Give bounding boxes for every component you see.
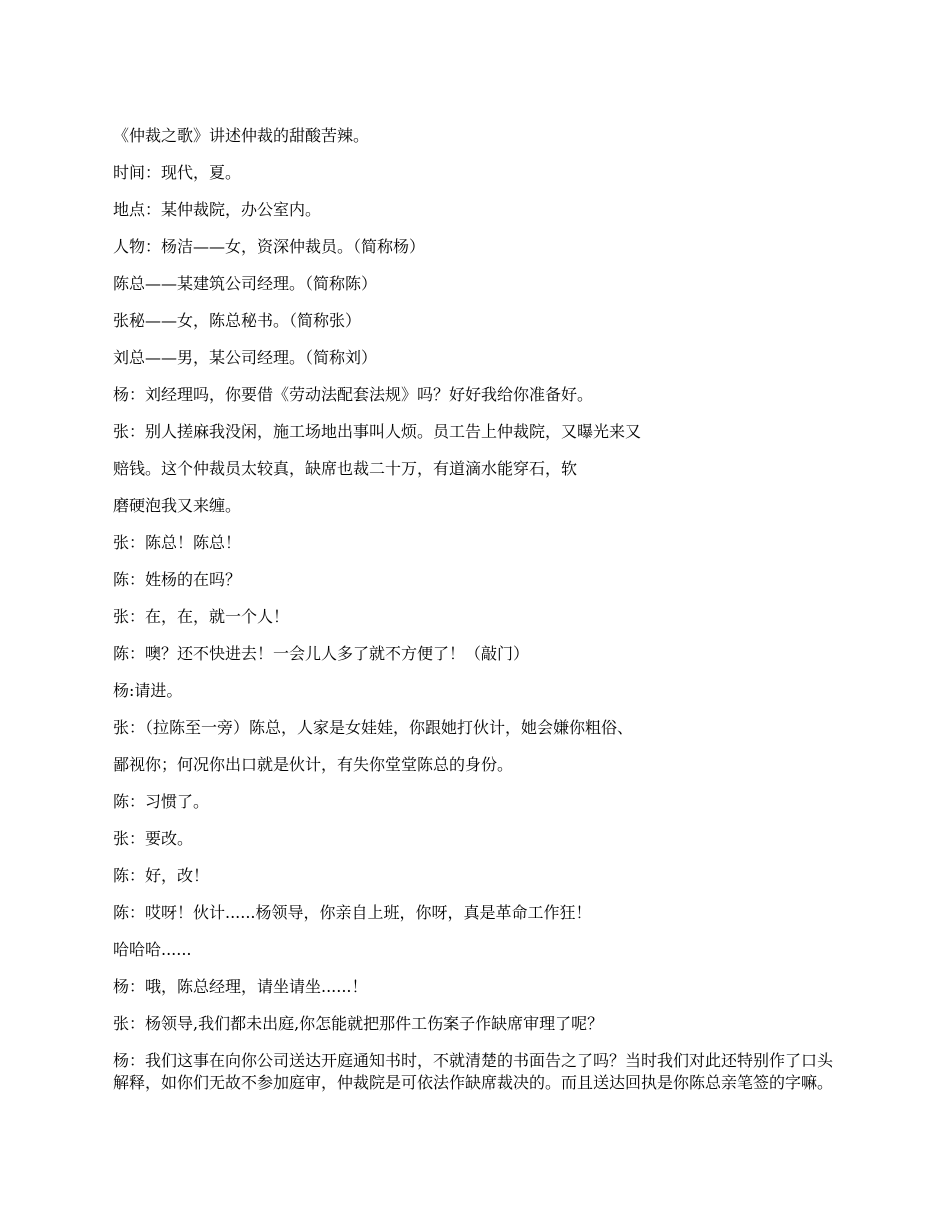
dialogue-line: 鄙视你；何况你出口就是伙计，有失你堂堂陈总的身份。: [113, 755, 514, 774]
dialogue-line: 张：杨领导,我们都未出庭,你怎能就把那件工伤案子作缺席审理了呢？: [113, 1014, 604, 1033]
characters-line: 人物：杨洁——女，资深仲裁员。（简称杨）: [113, 237, 426, 256]
dialogue-line: 杨：哦，陈总经理，请坐请坐......！: [113, 977, 368, 996]
place-line: 地点：某仲裁院，办公室内。: [113, 200, 322, 219]
character-chen-line: 陈总——某建筑公司经理。（简称陈）: [113, 274, 378, 293]
dialogue-line: 张：要改。: [113, 829, 194, 848]
dialogue-line: 杨：刘经理吗，你要借《劳动法配套法规》吗？好好我给你准备好。: [113, 385, 594, 404]
dialogue-line: 赔钱。这个仲裁员太较真，缺席也裁二十万，有道滴水能穿石，软: [113, 459, 578, 478]
dialogue-line: 哈哈哈......: [113, 940, 192, 959]
dialogue-line: 张：在，在，就一个人！: [113, 607, 290, 626]
dialogue-line: 磨硬泡我又来缠。: [113, 496, 242, 515]
character-zhang-line: 张秘——女，陈总秘书。（简称张）: [113, 311, 362, 330]
character-liu-line: 刘总——男，某公司经理。（简称刘）: [113, 348, 378, 367]
time-line: 时间：现代，夏。: [113, 163, 242, 182]
final-dialogue-paragraph: 杨：我们这事在向你公司送达开庭通知书时，不就清楚的书面告之了吗？当时我们对此还特别作了口头解释，如你们无故不参加庭审，仲裁院是可依法作缺席裁决的。而且送达回执是你陈总亲笔签的字嘛。: [113, 1051, 834, 1092]
dialogue-line: 张：别人搓麻我没闲，施工场地出事叫人烦。员工告上仲裁院，又曝光来又: [113, 422, 642, 441]
dialogue-line: 杨:请进。: [113, 681, 183, 700]
dialogue-line: 陈：姓杨的在吗？: [113, 570, 242, 589]
play-intro-line: 《仲裁之歌》讲述仲裁的甜酸苦辣。: [113, 126, 370, 145]
dialogue-line: 陈：噢？还不快进去！一会儿人多了就不方便了！（敲门）: [113, 644, 530, 663]
dialogue-line: 陈：习惯了。: [113, 792, 210, 811]
dialogue-line: 陈：好，改！: [113, 866, 210, 885]
dialogue-line: 陈：哎呀！伙计......杨领导，你亲自上班，你呀，真是革命工作狂！: [113, 903, 592, 922]
dialogue-line: 张：（拉陈至一旁）陈总，人家是女娃娃，你跟她打伙计，她会嫌你粗俗、: [113, 718, 634, 737]
dialogue-line: 张：陈总！陈总！: [113, 533, 242, 552]
